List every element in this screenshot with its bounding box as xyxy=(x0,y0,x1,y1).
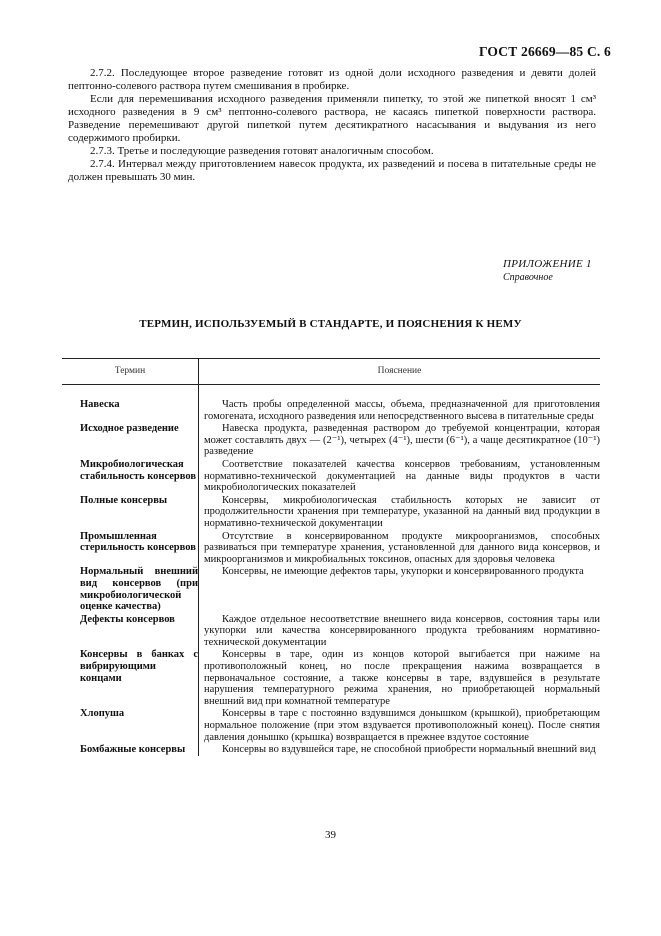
term-cell: Бомбажные консервы xyxy=(80,744,186,756)
term-cell: Полные консервы xyxy=(80,494,168,506)
explanation-cell: Соответствие показателей качества консервов требованиям, установленным нормативно-технической документацией на данные виды продуктов в части микробиологических показателей xyxy=(204,458,600,494)
table-row xyxy=(62,423,600,458)
term-cell: Микробиологическая стабильность консервов xyxy=(80,458,196,482)
table-row xyxy=(62,649,600,707)
table-row xyxy=(62,459,600,494)
terms-table xyxy=(62,358,600,764)
paragraph: 2.7.3. Третье и последующие разведения готовят аналогичным способом. xyxy=(90,145,434,157)
body-text xyxy=(68,67,596,184)
term-cell: Нормальный внешний вид консервов (при микробиологической оценке качества) xyxy=(80,566,198,613)
explanation-cell: Каждое отдельное несоответствие внешнего вида консервов, состояния тары или укупорки или качества консервированного продукта требованиям нормативно-технической документации xyxy=(204,613,600,648)
explanation-cell: Навеска продукта, разведенная раствором до требуемой концентрации, которая может составлять двух — (2⁻¹), четырех (4⁻¹), шести (6⁻¹), а чаще десятикратное (10⁻¹) разведение xyxy=(204,423,600,458)
table-header xyxy=(62,359,600,385)
table-row xyxy=(62,531,600,566)
standard-header: ГОСТ 26669—85 С. 6 xyxy=(478,44,611,59)
explanation-cell: Консервы во вздувшейся таре, не способной приобрести нормальный внешний вид xyxy=(222,744,596,756)
term-cell: Исходное разведение xyxy=(80,423,179,435)
explanation-cell: Часть пробы определенной массы, объема, предназначенной для приготовления гомогената, исходного разведения или непосредственного высева в питательные среды xyxy=(204,399,600,422)
page-number: 39 xyxy=(325,829,336,841)
explanation-cell: Консервы, микробиологическая стабильность которых не зависит от продолжительности хранения при температуре, указанной на данный вид продукции в нормативно-технической документации xyxy=(204,494,600,529)
paragraph: 2.7.2. Последующее второе разведение готовят из одной доли исходного разведения и девяти долей пептонно-солевого раствора путем смешивания в пробирке. xyxy=(68,67,596,92)
column-divider xyxy=(198,385,199,756)
appendix-label-block xyxy=(503,258,595,283)
table-row xyxy=(62,566,600,612)
paragraph: 2.7.4. Интервал между приготовлением навесок продукта, их разведений и посева в питательные среды не должен превышать 30 мин. xyxy=(68,158,596,183)
appendix-sublabel: Справочное xyxy=(503,272,553,283)
appendix-label: ПРИЛОЖЕНИЕ 1 xyxy=(503,258,592,270)
term-cell: Навеска xyxy=(80,399,120,410)
table-row xyxy=(62,708,600,743)
table-row xyxy=(62,495,600,530)
header-explanation: Пояснение xyxy=(377,366,422,376)
table-body xyxy=(62,385,600,756)
section-title: ТЕРМИН, ИСПОЛЬЗУЕМЫЙ В СТАНДАРТЕ, И ПОЯСНЕНИЯ К НЕМУ xyxy=(139,318,522,330)
explanation-cell: Отсутствие в консервированном продукте микроорганизмов, способных развиваться при температуре хранения, установленной для данного вида консервов, и микроорганизмов и микробиальных токсинов, опасных для здоровья человека xyxy=(204,530,600,565)
term-cell: Промышленная стерильность консервов xyxy=(80,530,196,554)
term-cell: Консервы в банках с вибрирующими концами xyxy=(80,649,198,684)
explanation-cell: Консервы в таре с постоянно вздувшимся донышком (крышкой), приобретающим нормальное положение (при этом вздувается противоположный конец). После снятия давления донышко (крышка) возвращается в прежнее вздутое состояние xyxy=(204,708,600,743)
explanation-cell: Консервы, не имеющие дефектов тары, укупорки и консервированного продукта xyxy=(222,566,584,578)
paragraph: Если для перемешивания исходного разведения применяли пипетку, то этой же пипеткой вносят 1 см³ исходного разведения в 9 см³ пептонно-солевого раствора, не касаясь пипеткой поверхности раствора. Разведение перемешивают другой пипеткой путем десятикратного насасывания и выдувания из него содержимого пробирки. xyxy=(68,93,596,144)
explanation-cell: Консервы в таре, один из концов которой выгибается при нажиме на противоположный конец, но после прекращения нажима возвращается в первоначальное состояние, а также консервы в таре, вздувшейся в результате нарушения температурного режима хранения, но приобретающей нормальный внешний вид при комнатной температуре xyxy=(204,649,600,707)
table-row xyxy=(62,614,600,649)
term-cell: Хлопуша xyxy=(80,708,125,720)
term-cell: Дефекты консервов xyxy=(80,613,175,625)
header-term: Термин xyxy=(62,359,199,384)
table-row xyxy=(62,744,600,756)
table-row xyxy=(62,399,600,422)
